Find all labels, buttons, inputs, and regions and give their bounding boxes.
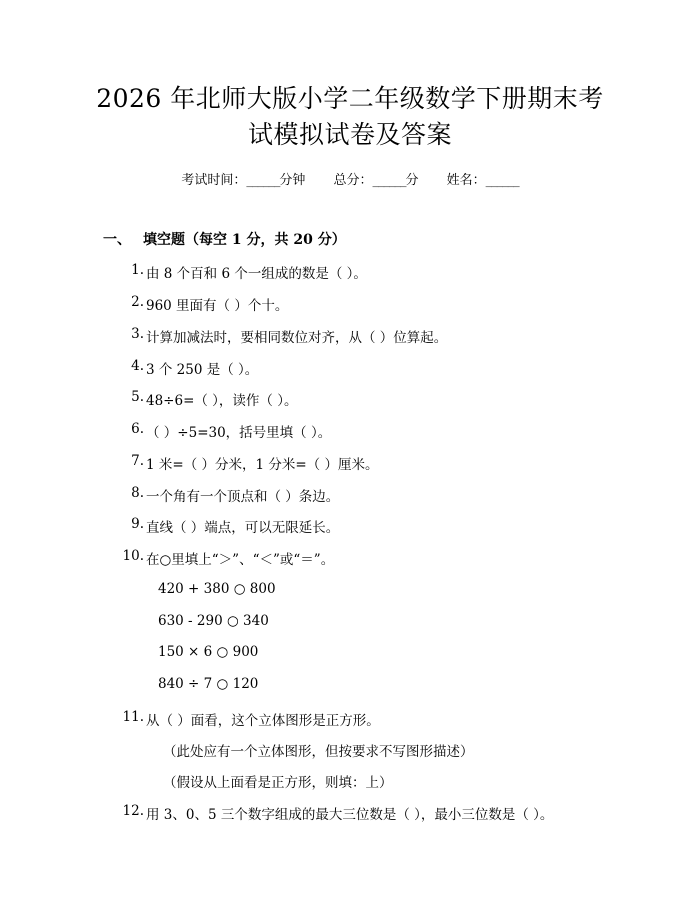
- question-text: 由 8 个百和 6 个一组成的数是（ ）。: [146, 266, 367, 282]
- question-text: 960 里面有（ ）个十。: [146, 298, 289, 314]
- compare-item-2: 630 - 290 ○ 340: [158, 613, 269, 629]
- question-text: 计算加减法时，要相同数位对齐，从（ ）位算起。: [146, 330, 448, 346]
- question-number: 3.: [131, 326, 144, 342]
- question-number: 5.: [131, 389, 144, 405]
- question-text: （ ）÷5=30，括号里填（ ）。: [146, 425, 332, 441]
- question-text: 3 个 250 是（ ）。: [146, 362, 259, 378]
- total-score-field: [333, 173, 418, 188]
- question-text: 从（ ）面看，这个立体图形是正方形。: [146, 713, 380, 729]
- question-text: 1 米=（ ）分米，1 分米=（ ）厘米。: [146, 457, 379, 473]
- question-number: 9.: [131, 516, 144, 532]
- exam-title-line1: 2026 年北师大版小学二年级数学下册期末考: [96, 84, 604, 113]
- section-heading-fill-in: [103, 229, 346, 249]
- exam-time-label: 考试时间：: [181, 173, 247, 188]
- question-number: 10.: [122, 548, 144, 564]
- question-number: 6.: [131, 421, 144, 437]
- total-score-label: 总分：: [333, 173, 373, 188]
- question-number: 1.: [131, 262, 144, 278]
- exam-time-blank: ______: [246, 173, 280, 188]
- section-title: 填空题（每空 1 分，共 20 分）: [143, 232, 346, 248]
- student-name-blank: ______: [485, 173, 519, 188]
- student-name-field: [447, 173, 519, 188]
- question-number: 7.: [131, 453, 144, 469]
- question-number: 11.: [122, 709, 144, 725]
- compare-item-1: 420 + 380 ○ 800: [158, 581, 276, 597]
- question-text: 直线（ ）端点，可以无限延长。: [146, 520, 340, 536]
- question-text: 在○里填上“＞”、“＜”或“＝”。: [146, 552, 335, 568]
- question-text: 用 3、0、5 三个数字组成的最大三位数是（ ），最小三位数是（ ）。: [146, 807, 554, 823]
- exam-meta-line: [0, 169, 700, 188]
- question-number: 4.: [131, 358, 144, 374]
- question-number: 2.: [131, 294, 144, 310]
- question-11-note-1: （此处应有一个立体图形，但按要求不写图形描述）: [163, 744, 474, 760]
- exam-title-line2: 试模拟试卷及答案: [247, 120, 452, 149]
- question-text: 48÷6=（ ），读作（ ）。: [146, 393, 298, 409]
- exam-time-unit: 分钟: [279, 173, 306, 188]
- total-score-blank: ______: [372, 173, 406, 188]
- total-score-unit: 分: [405, 173, 419, 188]
- question-11-note-2: （假设从上面看是正方形，则填：上）: [163, 775, 393, 791]
- question-text: 一个角有一个顶点和（ ）条边。: [146, 489, 340, 505]
- question-number: 8.: [131, 485, 144, 501]
- question-number: 12.: [122, 803, 144, 819]
- compare-item-4: 840 ÷ 7 ○ 120: [158, 676, 259, 692]
- section-number: 一、: [103, 232, 131, 248]
- exam-time-field: [181, 173, 305, 188]
- student-name-label: 姓名：: [446, 173, 486, 188]
- compare-item-3: 150 × 6 ○ 900: [158, 644, 259, 660]
